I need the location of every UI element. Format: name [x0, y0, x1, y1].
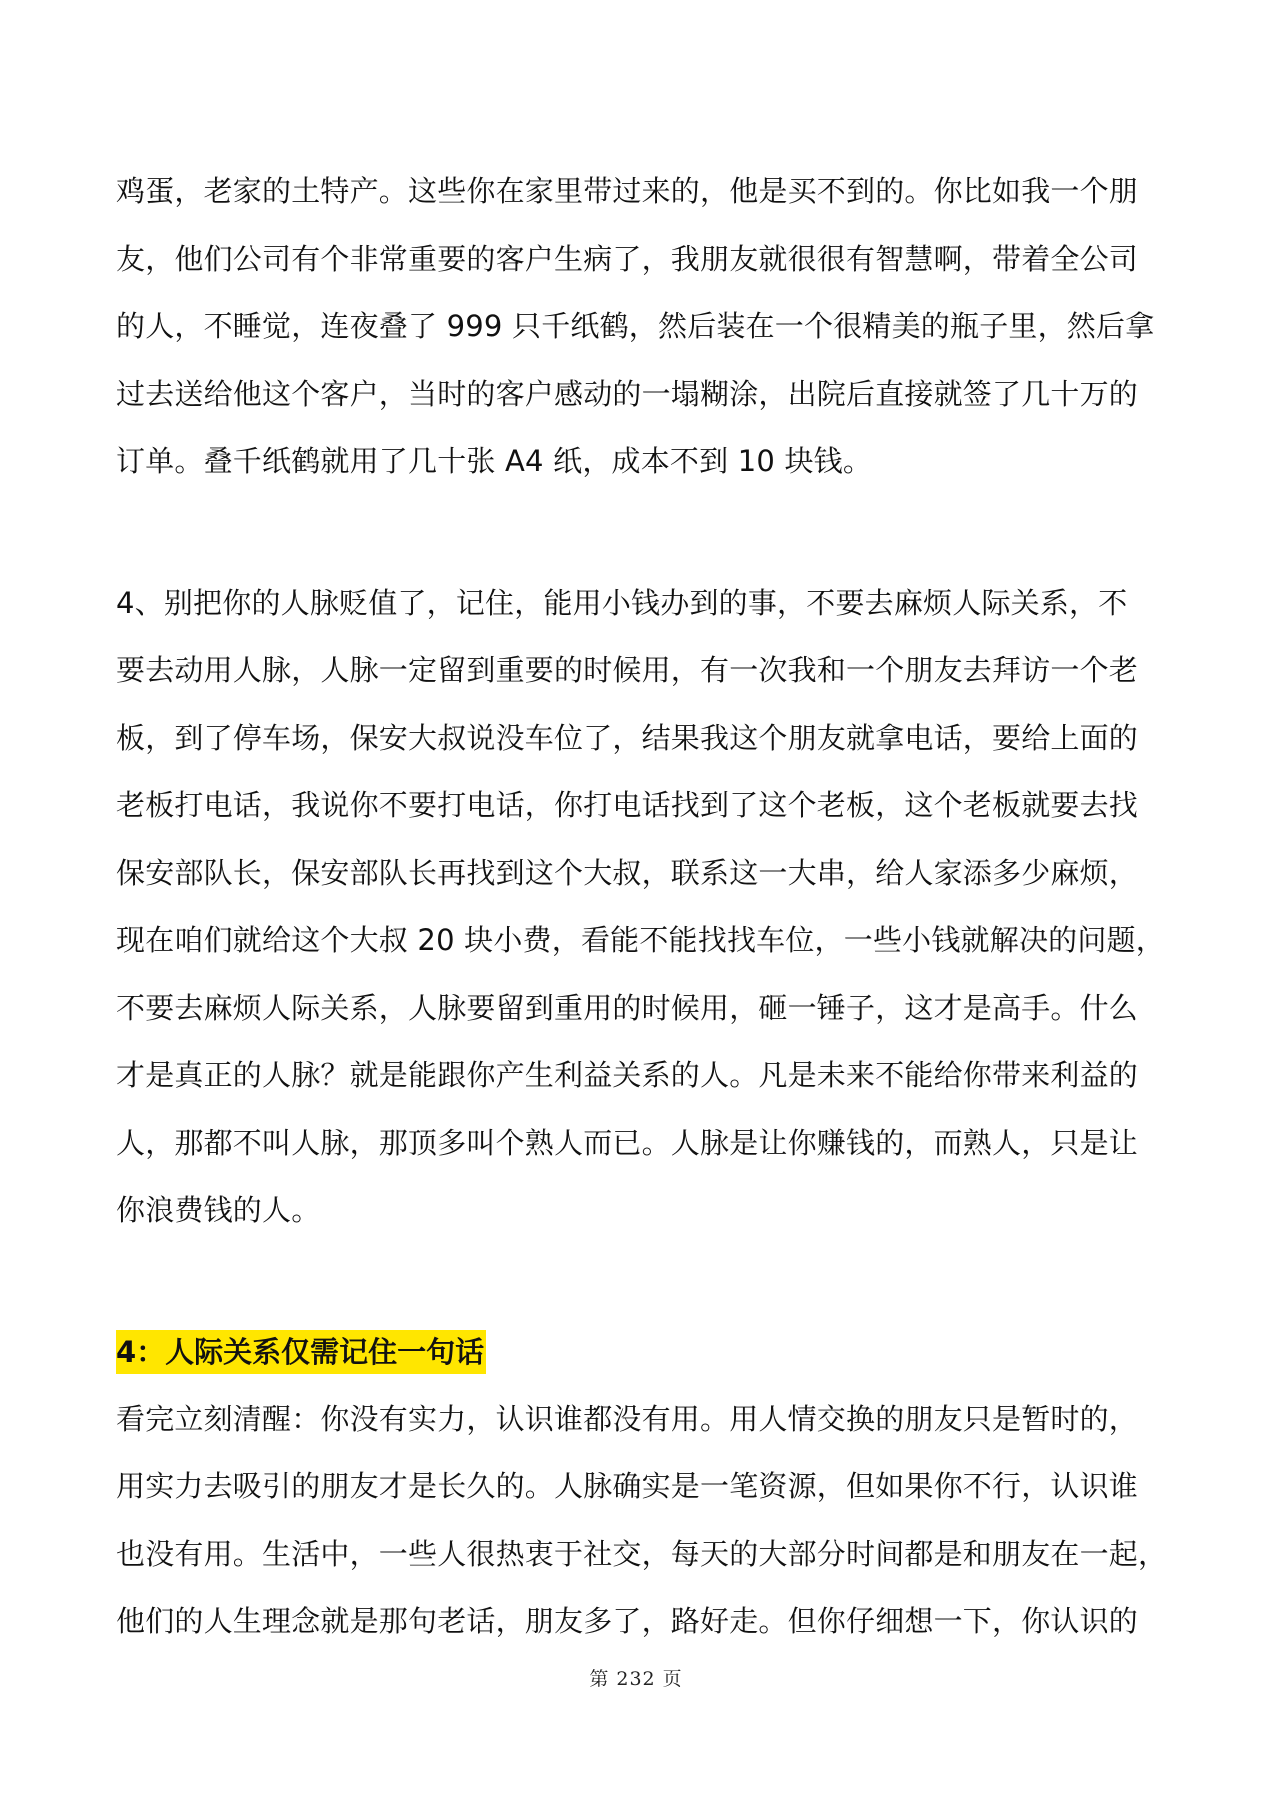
paragraph-line: 不要去麻烦人际关系，人脉要留到重用的时候用，砸一锤子，这才是高手。什么: [116, 990, 1139, 1025]
paragraph-spacer: [116, 1245, 1164, 1319]
paragraph-line: 4、别把你的人脉贬值了，记住，能用小钱办到的事，不要去麻烦人际关系，不: [116, 585, 1128, 620]
paragraph-line: 的人，不睡觉，连夜叠了 999 只千纸鹤，然后装在一个很精美的瓶子里，然后拿: [116, 309, 1155, 343]
paragraph-line: 你浪费钱的人。: [116, 1193, 321, 1227]
paragraph-line: 用实力去吸引的朋友才是长久的。人脉确实是一笔资源，但如果你不行，认识谁: [116, 1469, 1139, 1503]
section-heading: 4：人际关系仅需记住一句话: [116, 1330, 486, 1374]
paragraph-line: 老板打电话，我说你不要打电话，你打电话找到了这个老板，这个老板就要去找: [116, 788, 1139, 822]
paragraph-line: 过去送给他这个客户，当时的客户感动的一塌糊涂，出院后直接就签了几十万的: [116, 376, 1139, 411]
paragraph-2: [116, 570, 1164, 1245]
paragraph-line: 要去动用人脉，人脉一定留到重要的时候用，有一次我和一个朋友去拜访一个老: [116, 653, 1139, 687]
paragraph-line: 人，那都不叫人脉，那顶多叫个熟人而已。人脉是让你赚钱的，而熟人，只是让: [116, 1125, 1139, 1160]
page-content: [116, 158, 1168, 1656]
paragraph-line: 鸡蛋，老家的土特产。这些你在家里带过来的，他是买不到的。你比如我一个朋: [116, 174, 1139, 208]
paragraph-line: 板，到了停车场，保安大叔说没车位了，结果我这个朋友就拿电话，要给上面的: [116, 720, 1139, 755]
paragraph-line: 现在咱们就给这个大叔 20 块小费，看能不能找找车位，一些小钱就解决的问题，: [116, 923, 1165, 957]
paragraph-spacer: [116, 496, 1164, 570]
paragraph-line: 他们的人生理念就是那句老话，朋友多了，路好走。但你仔细想一下，你认识的: [116, 1604, 1139, 1638]
paragraph-line: 友，他们公司有个非常重要的客户生病了，我朋友就很很有智慧啊，带着全公司: [116, 241, 1139, 276]
paragraph-line: 保安部队长，保安部队长再找到这个大叔，联系这一大串，给人家添多少麻烦，: [116, 855, 1139, 890]
paragraph-line: 才是真正的人脉？就是能跟你产生利益关系的人。凡是未来不能给你带来利益的: [116, 1058, 1139, 1092]
paragraph-line: 订单。叠千纸鹤就用了几十张 A4 纸，成本不到 10 块钱。: [116, 444, 873, 478]
page-number: 第 232 页: [589, 1668, 683, 1690]
section-heading-row: [116, 1319, 1164, 1386]
paragraph-3: [116, 1386, 1168, 1656]
paragraph-line: 也没有用。生活中，一些人很热衷于社交，每天的大部分时间都是和朋友在一起，: [116, 1536, 1168, 1571]
paragraph-1: [116, 158, 1164, 496]
paragraph-line: 看完立刻清醒：你没有实力，认识谁都没有用。用人情交换的朋友只是暂时的，: [116, 1401, 1139, 1436]
